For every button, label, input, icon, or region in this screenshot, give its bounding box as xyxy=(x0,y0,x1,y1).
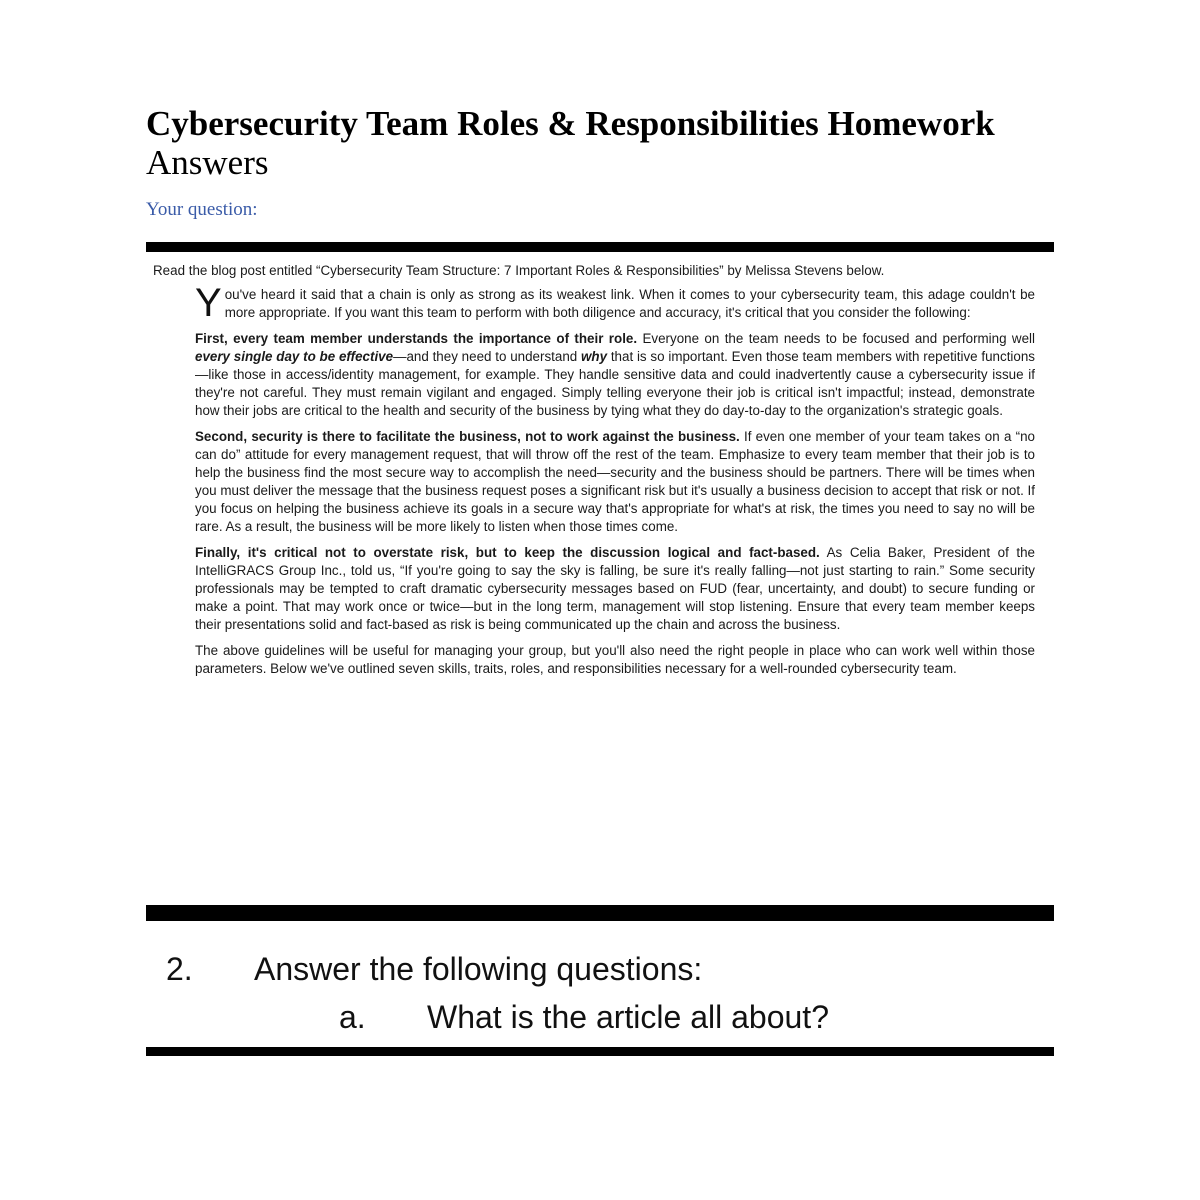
paragraph-2-text-c: that is so important. Even those team members with repetitive functions—like those in access/identity management, for example. They handle sensitive data and could inadvertently cause a cybersecurity issue if they're not careful. They must remain vigilant and engaged. Simply telling everyone their job is critical isn't impactful; instead, demonstrate how their jobs are critical to the health and security of the business by tying what they do day-to-day to the organization's strategic goals. xyxy=(195,349,1035,418)
title-suffix: Answers xyxy=(146,143,269,182)
paragraph-3-text: If even one member of your team takes on a “no can do” attitude for every management request, that will throw off the rest of the team. Emphasize to every team member that their job is to help the business find the most secure way to accomplish the need—security and the business should be partners. There will be times when you must deliver the message that the business request poses a significant risk but it's usually a business decision to accept that risk or not. If you focus on helping the business achieve its goals in a secure way that's appropriate for what's at risk, the times you need to say no will be rare. As a result, the business will be more likely to listen when those times come. xyxy=(195,429,1035,534)
paragraph-2-text-a: Everyone on the team needs to be focused and performing well xyxy=(637,331,1035,346)
question-2a-letter: a. xyxy=(339,999,366,1035)
drop-cap: Y xyxy=(195,281,222,325)
paragraph-2-emphasis: every single day to be effective xyxy=(195,349,394,364)
excerpt-intro: Read the blog post entitled “Cybersecurity Team Structure: 7 Important Roles & Responsibilities” by Melissa Stevens below. xyxy=(153,263,885,278)
bottom-divider xyxy=(146,1047,1054,1056)
paragraph-2-text-b: —and they need to understand xyxy=(393,349,581,364)
question-2-number: 2. xyxy=(166,951,193,987)
paragraph-2-why: why xyxy=(581,349,608,364)
article-body xyxy=(195,281,1035,678)
paragraph-3-lead: Second, security is there to facilitate the business, not to work against the business. xyxy=(195,429,740,444)
article-paragraph-5: The above guidelines will be useful for managing your group, but you'll also need the right people in place who can work well within those parameters. Below we've outlined seven skills, traits, roles, and responsibilities necessary for a well-rounded cybersecurity team. xyxy=(195,643,1035,676)
article-paragraph-1 xyxy=(195,281,1035,325)
article-excerpt xyxy=(153,262,1035,686)
paragraph-4-text: As Celia Baker, President of the IntelliGRACS Group Inc., told us, “If you're going to say the sky is falling, be sure it's really falling—not just starting to rain.” Some security professionals may be tempted to craft dramatic cybersecurity messages based on FUD (fear, uncertainty, and doubt) to secure funding or make a point. That may work once or twice—but in the long term, management will stop listening. Ensure that every team member keeps their presentations solid and fact-based as risk is being communicated up the chain and across the business. xyxy=(195,545,1035,632)
your-question-label: Your question: xyxy=(146,199,258,220)
document-title xyxy=(146,104,1066,182)
paragraph-4-lead: Finally, it's critical not to overstate risk, but to keep the discussion logical and fact-based. xyxy=(195,545,820,560)
question-2a-text: What is the article all about? xyxy=(427,999,829,1035)
paragraph-2-lead: First, every team member understands the importance of their role. xyxy=(195,331,638,346)
question-2-text: Answer the following questions: xyxy=(254,951,703,987)
article-paragraph-3 xyxy=(195,428,1035,536)
article-paragraph-4 xyxy=(195,544,1035,634)
question-2 xyxy=(166,951,702,988)
article-paragraph-2 xyxy=(195,330,1035,420)
middle-divider xyxy=(146,905,1054,921)
paragraph-1-text: ou've heard it said that a chain is only as strong as its weakest link. When it comes to your cybersecurity team, this adage couldn't be more appropriate. If you want this team to perform with both diligence and accuracy, it's critical that you consider the following: xyxy=(224,287,1035,320)
top-divider xyxy=(146,242,1054,252)
title-bold: Cybersecurity Team Roles & Responsibilities Homework xyxy=(146,104,995,143)
question-2a xyxy=(339,999,829,1036)
